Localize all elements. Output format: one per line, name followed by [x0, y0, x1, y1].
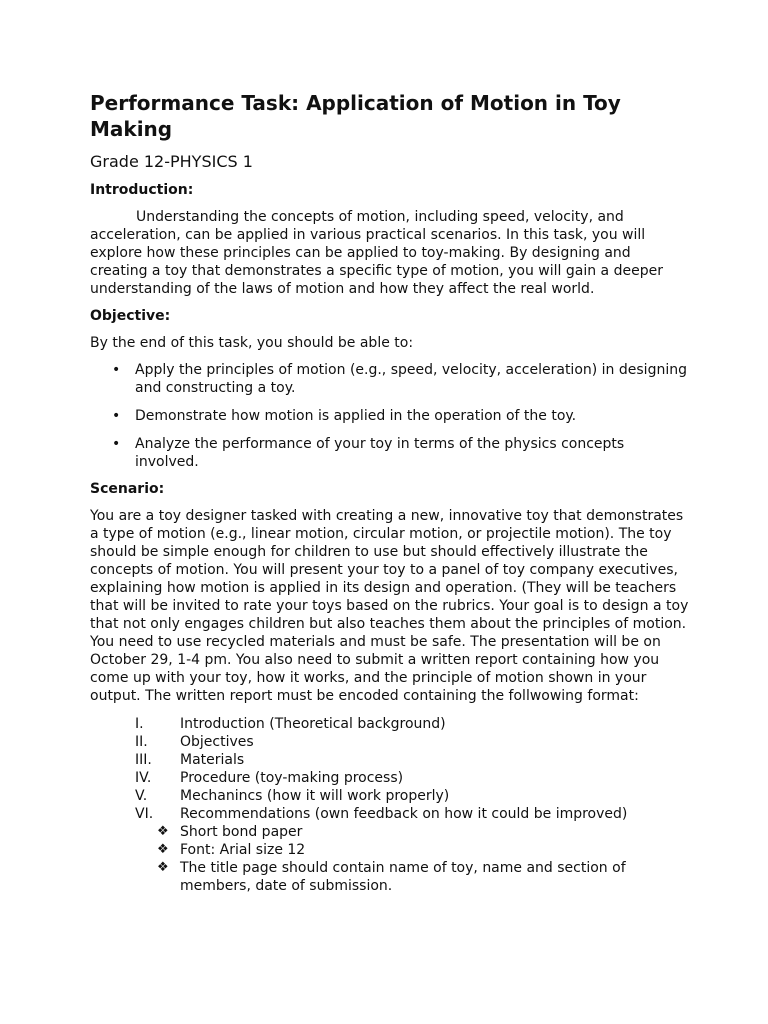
scenario-text: You are a toy designer tasked with creating a new, innovative toy that demonstrates a type of motion (e.g., linear motion, circular motion, or projectile motion). The toy should be simple enough for children to use but should effectively illustrate the concepts of motion. You will present your toy to a panel of toy company executives, explaining how motion is applied in its design and operation. (They will be teachers that will be invited to rate your toys based on the rubrics. Your goal is to design a toy that not only engages children but also teaches them about the principles of motion. You need to use recycled materials and must be safe. The presentation will be on October 29, 1-4 pm. You also need to submit a written report containing how you come up with your toy, how it works, and the principle of motion shown in your output. The written report must be encoded containing the follwowing format: [90, 508, 689, 704]
format-item-text: Recommendations (own feedback on how it could be improved) [180, 806, 628, 822]
objective-item-text: Demonstrate how motion is applied in the operation of the toy. [135, 408, 577, 424]
format-item-text: Materials [180, 752, 245, 768]
list-item [90, 751, 690, 769]
objective-item-text: Apply the principles of motion (e.g., speed, velocity, acceleration) in designing and constructing a toy. [135, 362, 687, 396]
list-item [90, 733, 690, 751]
list-item [90, 841, 690, 859]
format-item-text: Introduction (Theoretical background) [180, 716, 446, 732]
diamond-bullet-icon: ❖ [157, 824, 169, 839]
introduction-text: Understanding the concepts of motion, including speed, velocity, and acceleration, can be applied in various practical scenarios. In this task, you will explore how these principles can be applied to toy-making. By designing and creating a toy that demonstrates a specific type of motion, you will gain a deeper understanding of the laws of motion and how they affect the real world. [90, 209, 663, 297]
roman-numeral: IV. [135, 770, 152, 786]
list-item [90, 823, 690, 841]
list-item [90, 859, 690, 895]
objective-heading: Objective: [90, 308, 171, 324]
document-page [90, 90, 690, 895]
list-item [90, 407, 690, 425]
scenario-heading: Scenario: [90, 481, 165, 497]
note-text: The title page should contain name of toy, name and section of members, date of submission. [180, 860, 626, 894]
note-text: Short bond paper [180, 824, 303, 840]
diamond-bullet-icon: ❖ [157, 860, 169, 875]
roman-numeral: I. [135, 716, 144, 732]
list-item [90, 805, 690, 823]
roman-numeral: II. [135, 734, 148, 750]
list-item [90, 435, 690, 471]
objective-lead: By the end of this task, you should be able to: [90, 335, 414, 351]
objective-item-text: Analyze the performance of your toy in terms of the physics concepts involved. [135, 436, 625, 470]
roman-numeral: V. [135, 788, 148, 804]
format-item-text: Mechanincs (how it will work properly) [180, 788, 450, 804]
note-text: Font: Arial size 12 [180, 842, 306, 858]
list-item [90, 769, 690, 787]
roman-numeral: III. [135, 752, 152, 768]
report-notes-list [90, 823, 690, 895]
report-format-list [90, 715, 690, 823]
introduction-heading: Introduction: [90, 182, 194, 198]
roman-numeral: VI. [135, 806, 154, 822]
bullet-icon: • [112, 436, 121, 452]
objective-list [90, 361, 690, 471]
format-item-text: Procedure (toy-making process) [180, 770, 404, 786]
document-subtitle: Grade 12-PHYSICS 1 [90, 152, 253, 171]
bullet-icon: • [112, 408, 121, 424]
list-item [90, 787, 690, 805]
diamond-bullet-icon: ❖ [157, 842, 169, 857]
bullet-icon: • [112, 362, 121, 378]
list-item [90, 715, 690, 733]
format-item-text: Objectives [180, 734, 254, 750]
list-item [90, 361, 690, 397]
document-title: Performance Task: Application of Motion in Toy Making [90, 91, 621, 141]
